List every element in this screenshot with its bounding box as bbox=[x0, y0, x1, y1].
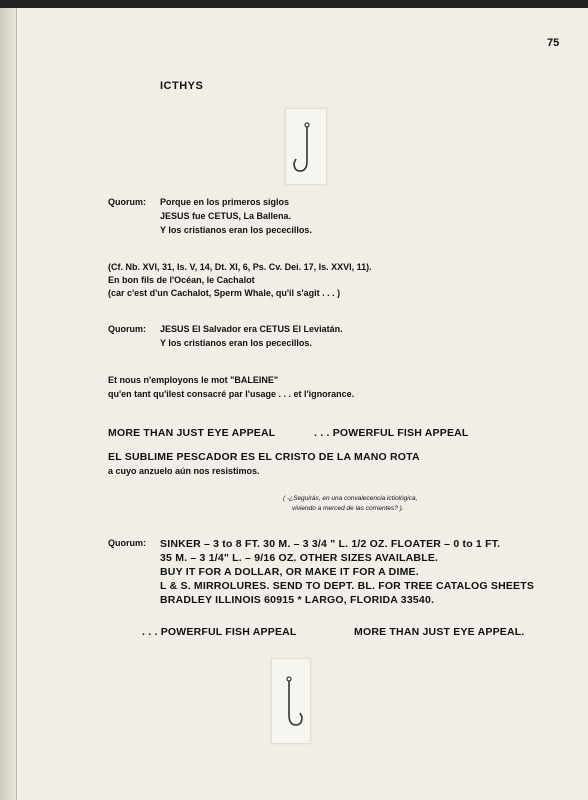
block1-line-2: JESUS fue CETUS, La Ballena. bbox=[160, 211, 292, 221]
block2-line-2: En bon fils de l'Océan, le Cachalot bbox=[108, 275, 255, 285]
block3-line-1: JESUS El Salvador era CETUS El Leviatán. bbox=[160, 324, 343, 334]
block4-line-2: qu'en tant qu'ilest consacré par l'usage . . . et l'ignorance. bbox=[108, 389, 355, 399]
appeal-bottom-right: MORE THAN JUST EYE APPEAL. bbox=[354, 626, 525, 638]
block6-line-4: L & S. MIRROLURES. SEND TO DEPT. BL. FOR TREE CATALOG SHEETS bbox=[160, 580, 535, 592]
page-top-edge bbox=[0, 0, 588, 8]
block6-line-2: 35 M. – 3 1/4" L. – 9/16 OZ. OTHER SIZES AVAILABLE. bbox=[160, 552, 439, 564]
block6-line-3: BUY IT FOR A DOLLAR, OR MAKE IT FOR A DIME. bbox=[160, 566, 419, 578]
appeal-top-left: MORE THAN JUST EYE APPEAL bbox=[108, 427, 276, 439]
fish-hook-icon bbox=[272, 659, 310, 743]
block6-line-1: SINKER – 3 to 8 FT. 30 M. – 3 3/4 " L. 1/2 OZ. FLOATER – 0 to 1 FT. bbox=[160, 538, 501, 550]
block2-line-3: (car c'est d'un Cachalot, Sperm Whale, qu'il s'agit . . . ) bbox=[108, 288, 341, 298]
page-spine bbox=[0, 8, 16, 800]
block4-line-1: Et nous n'employons le mot "BALEINE" bbox=[108, 375, 279, 385]
block1-line-3: Y los cristianos eran los pececillos. bbox=[160, 225, 312, 235]
block6-line-5: BRADLEY ILLINOIS 60915 * LARGO, FLORIDA 33540. bbox=[160, 594, 435, 606]
quorum-label-3: Quorum: bbox=[108, 538, 146, 548]
block5-line-1: EL SUBLIME PESCADOR ES EL CRISTO DE LA MANO ROTA bbox=[108, 451, 420, 463]
note-line-2: viviendo a merced de las corrientes? ). bbox=[292, 505, 404, 512]
spine-fold-line bbox=[16, 8, 17, 800]
quorum-label-1: Quorum: bbox=[108, 197, 146, 207]
taped-hook-top bbox=[285, 108, 327, 185]
block3-line-2: Y los cristianos eran los pececillos. bbox=[160, 338, 312, 348]
page-title: ICTHYS bbox=[160, 80, 204, 92]
appeal-top-right: . . . POWERFUL FISH APPEAL bbox=[314, 427, 469, 439]
page-number: 75 bbox=[547, 37, 560, 49]
quorum-label-2: Quorum: bbox=[108, 324, 146, 334]
taped-hook-bottom bbox=[271, 658, 311, 744]
block1-line-1: Porque en los primeros siglos bbox=[160, 197, 290, 207]
block2-line-1: (Cf. Nb. XVI, 31, Is. V, 14, Dt. XI, 6, Ps. Cv. Dei. 17, Is. XXVI, 11). bbox=[108, 262, 372, 272]
fish-hook-icon bbox=[286, 109, 326, 184]
block5-line-2: a cuyo anzuelo aún nos resistimos. bbox=[108, 466, 260, 476]
appeal-bottom-left: . . . POWERFUL FISH APPEAL bbox=[142, 626, 297, 638]
note-line-1: ( -¿Seguirás, en una convalecencia ictiológica, bbox=[283, 495, 418, 502]
